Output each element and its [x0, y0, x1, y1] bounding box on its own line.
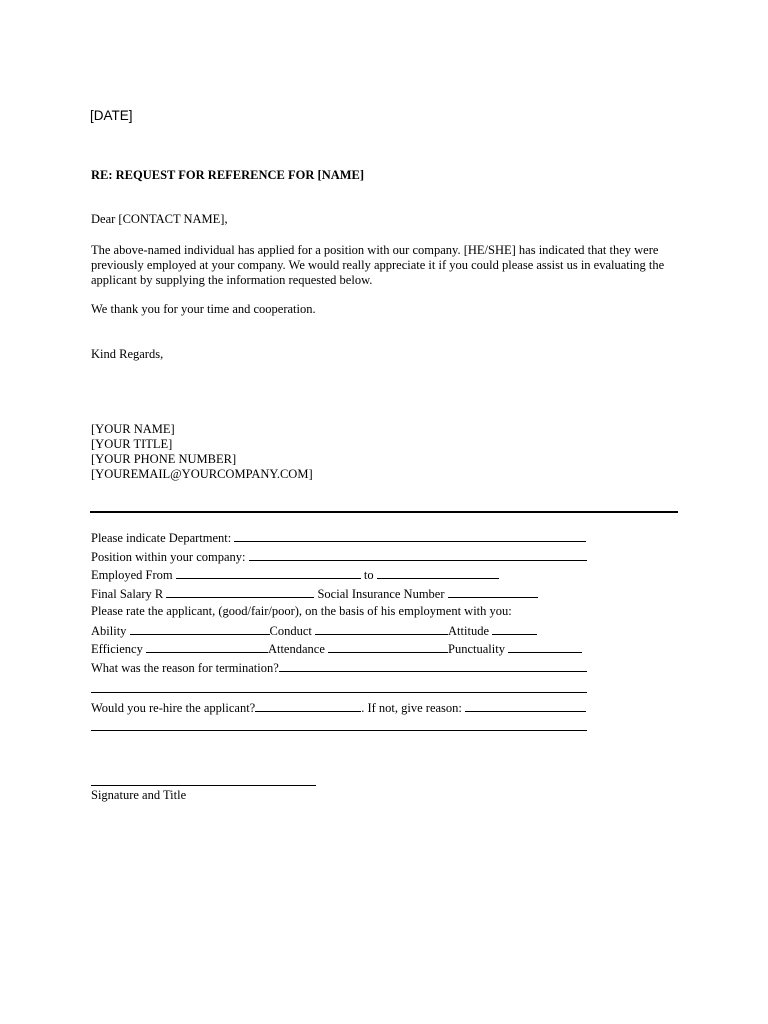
efficiency-field[interactable] — [146, 641, 268, 653]
position-field[interactable] — [249, 549, 587, 561]
attitude-field[interactable] — [492, 623, 537, 635]
efficiency-label: Efficiency — [91, 642, 143, 656]
attendance-field[interactable] — [328, 641, 448, 653]
employment-period-row — [91, 567, 499, 583]
salary-row — [91, 586, 538, 602]
employed-from-field[interactable] — [176, 567, 361, 579]
sender-email: [YOUREMAIL@YOURCOMPANY.COM] — [91, 467, 313, 481]
termination-row — [91, 660, 587, 676]
section-divider — [90, 511, 678, 513]
signature-label: Signature and Title — [91, 788, 187, 802]
rehire-row — [91, 700, 586, 716]
department-field[interactable] — [234, 530, 586, 542]
final-salary-label: Final Salary R — [91, 587, 164, 601]
termination-field[interactable] — [279, 660, 587, 672]
department-row — [91, 530, 586, 546]
punctuality-field[interactable] — [508, 641, 582, 653]
attendance-label: Attendance — [267, 642, 325, 656]
reason-field[interactable] — [465, 700, 586, 712]
thanks-line: We thank you for your time and cooperation. — [91, 302, 316, 316]
rehire-field[interactable] — [255, 700, 361, 712]
rate-instruction: Please rate the applicant, (good/fair/poor), on the basis of his employment with you: — [91, 604, 512, 618]
salutation: Dear [CONTACT NAME], — [91, 212, 228, 226]
final-salary-field[interactable] — [166, 586, 314, 598]
rating-row-2 — [91, 641, 582, 657]
ability-label: Ability — [91, 624, 127, 638]
sender-phone: [YOUR PHONE NUMBER] — [91, 452, 237, 466]
rating-row-1 — [91, 623, 537, 639]
date-placeholder: [DATE] — [90, 108, 133, 123]
to-label: to — [363, 568, 374, 582]
employed-to-field[interactable] — [377, 567, 499, 579]
conduct-field[interactable] — [315, 623, 448, 635]
position-label: Position within your company: — [91, 550, 246, 564]
reason-label: . If not, give reason: — [361, 701, 462, 715]
body-paragraph: The above-named individual has applied for a position with our company. [HE/SHE] has indicated that they were previously employed at your company. We would really appreciate it if you could please assist us in evaluating the applicant by supplying the information requested below. — [91, 243, 665, 287]
position-row — [91, 549, 587, 565]
signature-line[interactable] — [91, 785, 316, 786]
employed-from-label: Employed From — [91, 568, 173, 582]
punctuality-label: Punctuality — [448, 642, 505, 656]
sender-name: [YOUR NAME] — [91, 422, 175, 436]
conduct-label: Conduct — [269, 624, 312, 638]
closing: Kind Regards, — [91, 347, 164, 361]
attitude-label: Attitude — [448, 624, 489, 638]
reason-field-line-2[interactable] — [91, 730, 587, 731]
department-label: Please indicate Department: — [91, 531, 232, 545]
subject-line: RE: REQUEST FOR REFERENCE FOR [NAME] — [91, 168, 365, 182]
termination-label: What was the reason for termination? — [91, 661, 279, 675]
rehire-label: Would you re-hire the applicant? — [91, 701, 256, 715]
sender-title: [YOUR TITLE] — [91, 437, 173, 451]
termination-field-line-2[interactable] — [91, 692, 587, 693]
ability-field[interactable] — [130, 623, 270, 635]
social-insurance-field[interactable] — [448, 586, 538, 598]
social-insurance-label: Social Insurance Number — [317, 587, 445, 601]
